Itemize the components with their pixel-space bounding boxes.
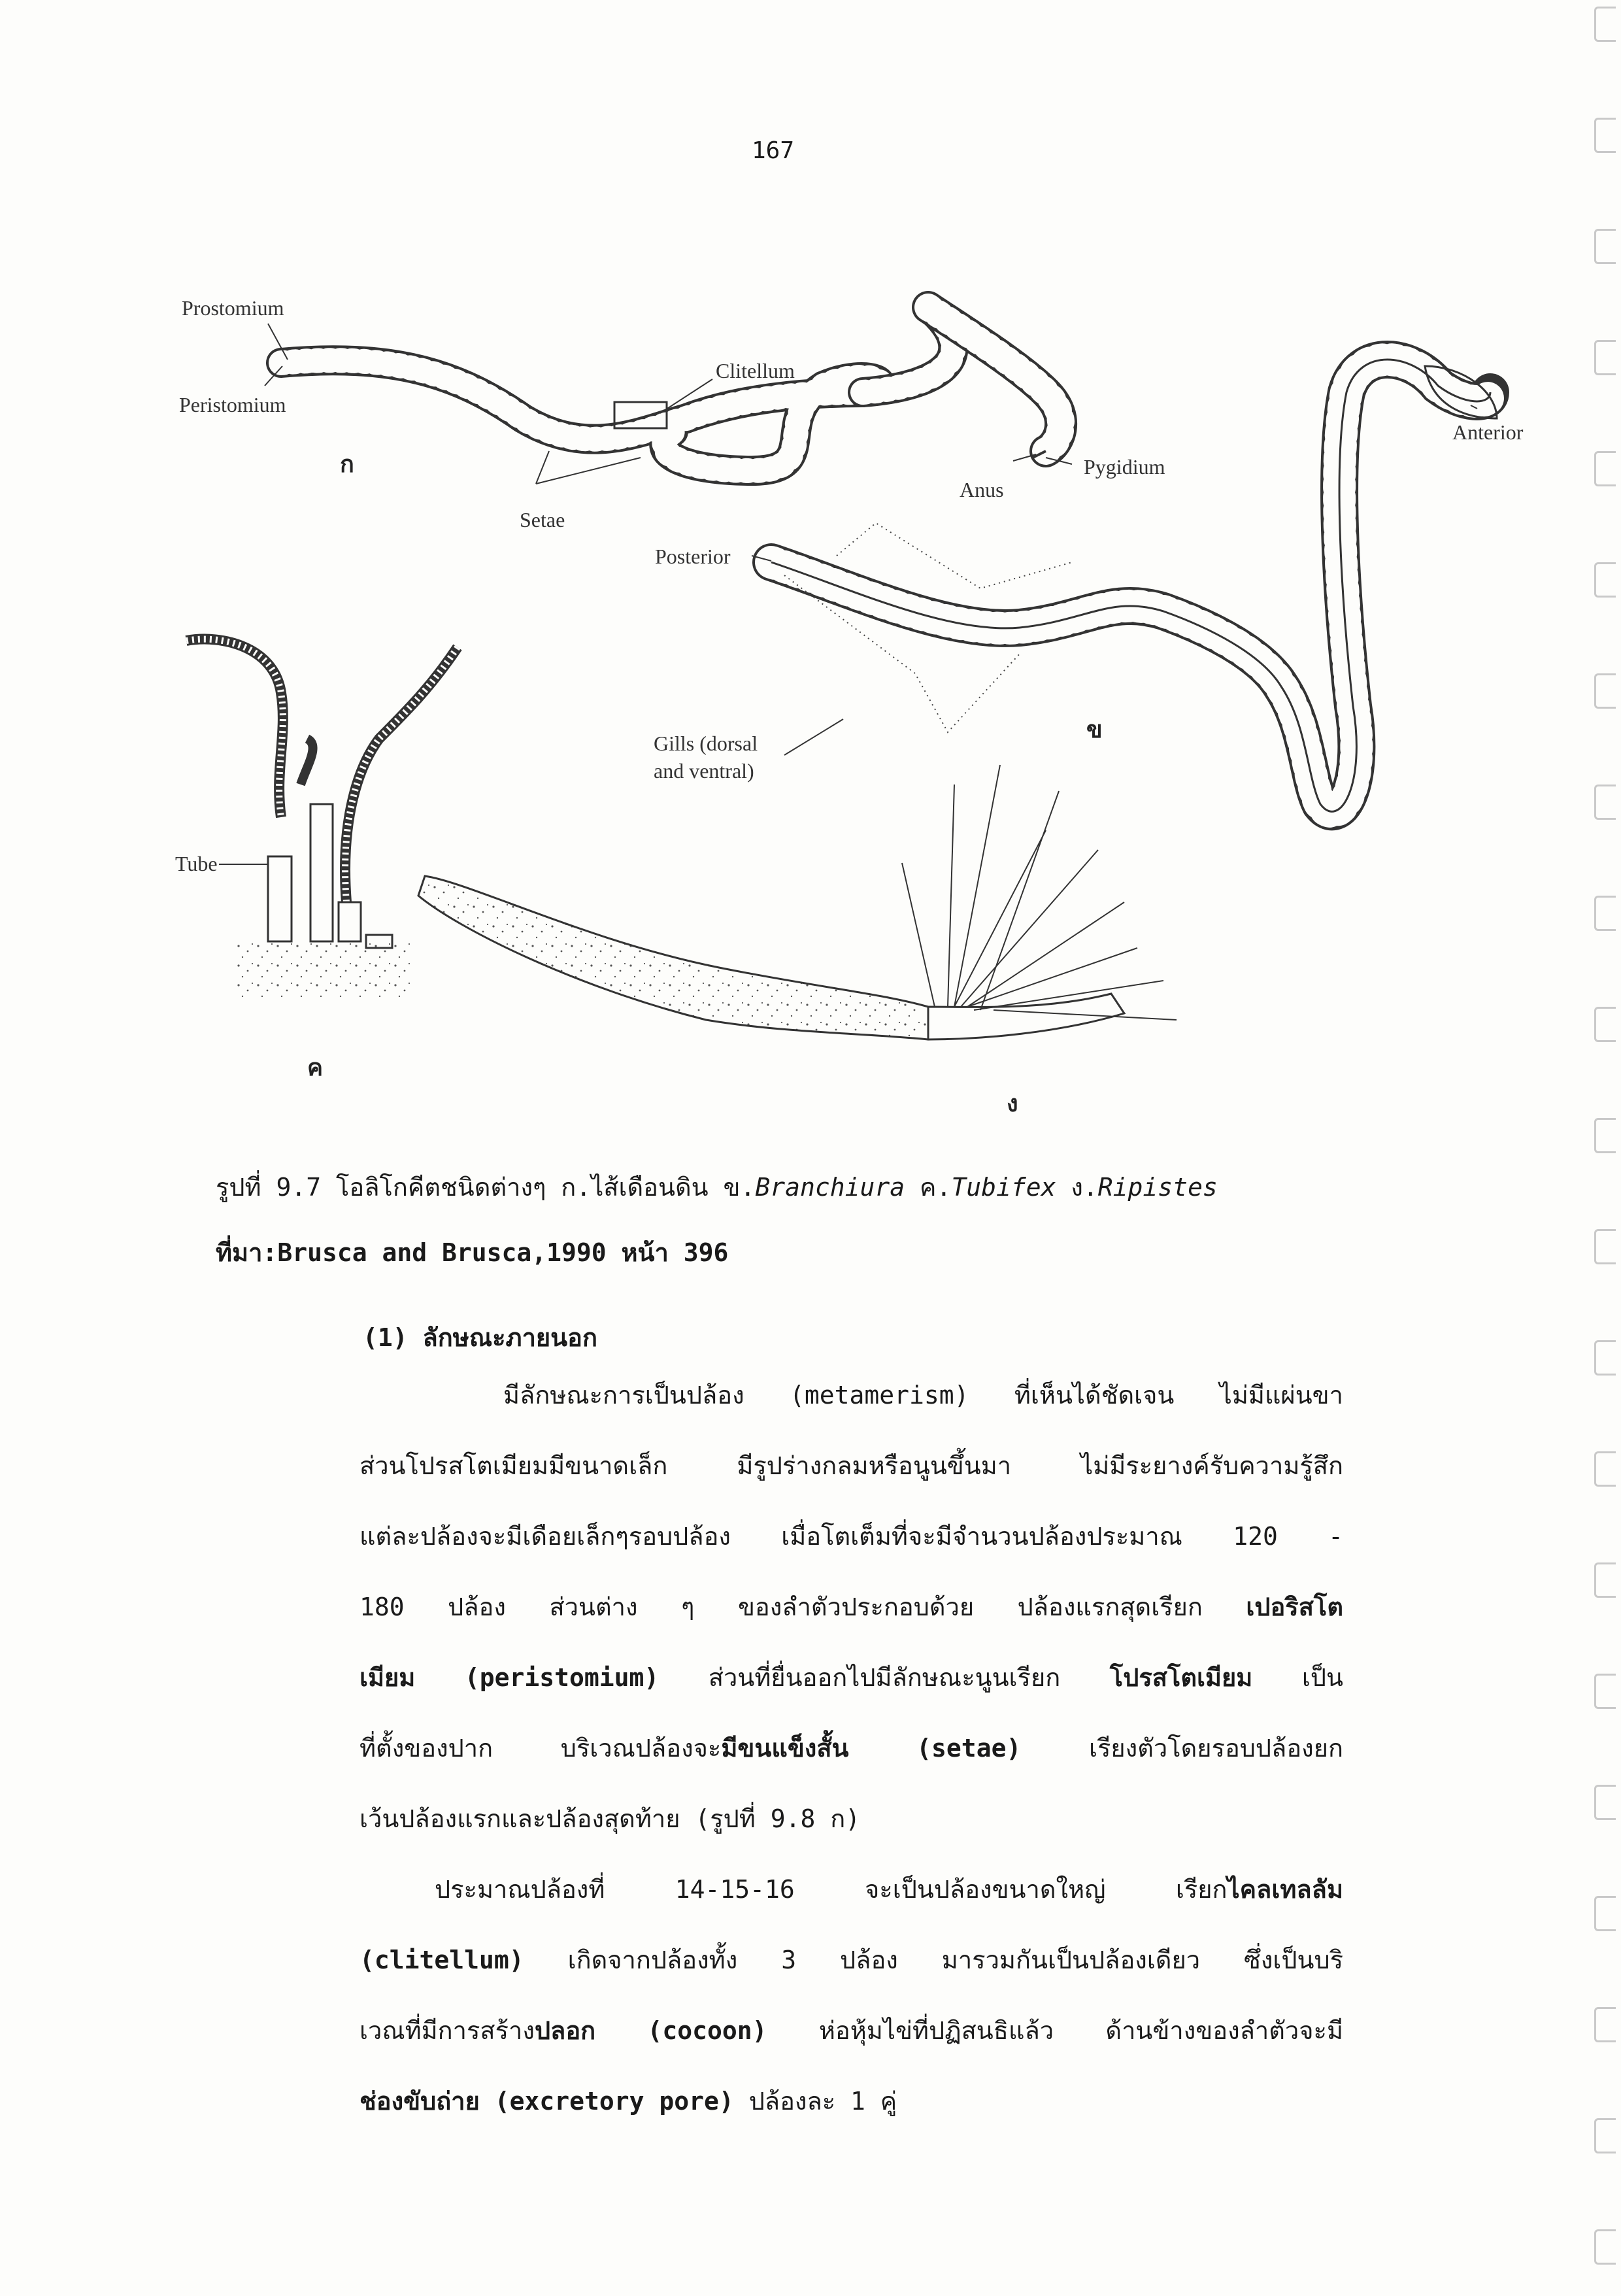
p1-line-2: ส่วนโปรสโตเมียมมีขนาดเล็ก มีรูปร่างกลมหรือนูนขึ้นมา ไม่มีระยางค์รับความรู้สึก: [359, 1451, 1343, 1480]
caption-species-c: Tubifex: [951, 1173, 1056, 1202]
label-setae: Setae: [520, 508, 565, 532]
label-clitellum: Clitellum: [716, 359, 795, 382]
term-prostomium: โปรสโตเมียม: [1109, 1663, 1253, 1692]
p2-l4-end: ปล้องละ 1 คู่: [733, 2087, 897, 2116]
caption-species-d: Ripistes: [1097, 1173, 1218, 1202]
term-peristomium: เมียม (peristomium): [359, 1663, 660, 1692]
label-gills-line1: Gills (dorsal: [654, 732, 758, 755]
caption-prefix: รูปที่ 9.7 โอลิโกคีตชนิดต่างๆ ก.ไส้เดือนดิน ข.: [216, 1173, 756, 1202]
caption-species-b: Branchiura: [755, 1173, 905, 1202]
binder-hole: [1594, 785, 1616, 820]
term-clitellum-thai: ไคลเทลลัม: [1227, 1875, 1343, 1904]
binder-hole: [1594, 1785, 1616, 1820]
figure-caption: [216, 1167, 1218, 1207]
p1-line-6: [359, 1713, 1343, 1783]
p1-l6-end: เรียงตัวโดยรอบปล้องยก: [1021, 1734, 1343, 1763]
p2-l2-text: เกิดจากปล้องทั้ง 3 ปล้อง มารวมกันเป็นปล้องเดียว ซึ่งเป็นบริ: [524, 1946, 1343, 1974]
panel-letter-d: ง: [1007, 1090, 1018, 1117]
label-prostomium: Prostomium: [182, 296, 284, 320]
binder-hole: [1594, 896, 1616, 931]
label-posterior: Posterior: [655, 545, 731, 568]
term-setae: มีขนแข็งสั้น (setae): [721, 1734, 1022, 1763]
binder-hole: [1594, 7, 1616, 42]
binder-hole: [1594, 1896, 1616, 1931]
label-anus: Anus: [960, 478, 1004, 501]
figure-source: ที่มา:Brusca and Brusca,1990 หน้า 396: [216, 1238, 729, 1267]
p1-line-3: แต่ละปล้องจะมีเดือยเล็กๆรอบปล้อง เมื่อโตเต็มที่จะมีจำนวนปล้องประมาณ 120 -: [359, 1522, 1343, 1551]
binder-margin: [1582, 0, 1621, 2296]
page-number: 167: [752, 137, 795, 164]
binder-hole: [1594, 2118, 1616, 2153]
p2-line-4: [359, 2066, 1343, 2136]
binder-hole: [1594, 673, 1616, 709]
p2-l1-text: ประมาณปล้องที่ 14-15-16 จะเป็นปล้องขนาดใหญ่ เรียก: [435, 1875, 1228, 1904]
binder-hole: [1594, 229, 1616, 264]
p2-line-1: [359, 1854, 1343, 1925]
binder-hole: [1594, 1674, 1616, 1709]
p2-l3-text: เวณที่มีการสร้าง: [359, 2016, 535, 2045]
label-tube: Tube: [175, 852, 218, 875]
term-peristomium-thai: เปอริสโต: [1246, 1593, 1343, 1621]
binder-hole: [1594, 118, 1616, 153]
earthworm-drawing: [265, 307, 1072, 484]
tubifex-drawing: [186, 639, 458, 1000]
binder-hole: [1594, 340, 1616, 375]
binder-hole: [1594, 2229, 1616, 2265]
caption-sep-d: ง.: [1056, 1173, 1098, 1202]
panel-letter-a: ก: [340, 450, 354, 478]
term-excretory-pore: ช่องขับถ่าย (excretory pore): [359, 2087, 734, 2116]
binder-hole: [1594, 1007, 1616, 1042]
label-anterior: Anterior: [1452, 420, 1524, 444]
binder-hole: [1594, 1562, 1616, 1598]
label-gills-line2: and ventral): [654, 759, 754, 783]
binder-hole: [1594, 1340, 1616, 1376]
binder-hole: [1594, 1229, 1616, 1264]
p1-l6-text: ที่ตั้งของปาก บริเวณปล้องจะ: [359, 1734, 722, 1763]
p1-line-7: เว้นปล้องแรกและปล้องสุดท้าย (รูปที่ 9.8 ก): [359, 1804, 861, 1833]
term-cocoon: ปลอก (cocoon): [534, 2016, 767, 2045]
caption-sep-c: ค.: [905, 1173, 952, 1202]
panel-letter-c: ค: [307, 1054, 324, 1081]
section-title: (1) ลักษณะภายนอก: [363, 1323, 597, 1352]
p2-line-2: [359, 1925, 1343, 1995]
binder-hole: [1594, 1118, 1616, 1153]
label-pygidium: Pygidium: [1084, 455, 1165, 479]
panel-letter-b: ข: [1086, 716, 1103, 743]
p1-line-4: [359, 1572, 1343, 1642]
binder-hole: [1594, 1451, 1616, 1487]
p1-line-5: [359, 1642, 1343, 1713]
ripistes-drawing: [418, 765, 1177, 1039]
paragraph-1: [359, 1360, 1343, 1854]
p1-l5-text: ส่วนที่ยื่นออกไปมีลักษณะนูนเรียก: [659, 1663, 1110, 1692]
label-peristomium: Peristomium: [179, 393, 286, 416]
branchiura-drawing: [752, 360, 1497, 811]
p1-line-1: มีลักษณะการเป็นปล้อง (metamerism) ที่เห็นได้ชัดเจน ไม่มีแผ่นขา: [503, 1381, 1343, 1410]
p1-l5-end: เป็น: [1252, 1663, 1343, 1692]
p2-line-3: [359, 1995, 1343, 2066]
term-clitellum: (clitellum): [359, 1946, 524, 1974]
binder-hole: [1594, 562, 1616, 598]
binder-hole: [1594, 451, 1616, 486]
p1-l4-text: 180 ปล้อง ส่วนต่าง ๆ ของลำตัวประกอบด้วย ปล้องแรกสุดเรียก: [359, 1593, 1246, 1621]
paragraph-2: [359, 1854, 1343, 2136]
p2-l3-end: ห่อหุ้มไข่ที่ปฏิสนธิแล้ว ด้านข้างของลำตัวจะมี: [767, 2016, 1343, 2045]
binder-hole: [1594, 2007, 1616, 2042]
